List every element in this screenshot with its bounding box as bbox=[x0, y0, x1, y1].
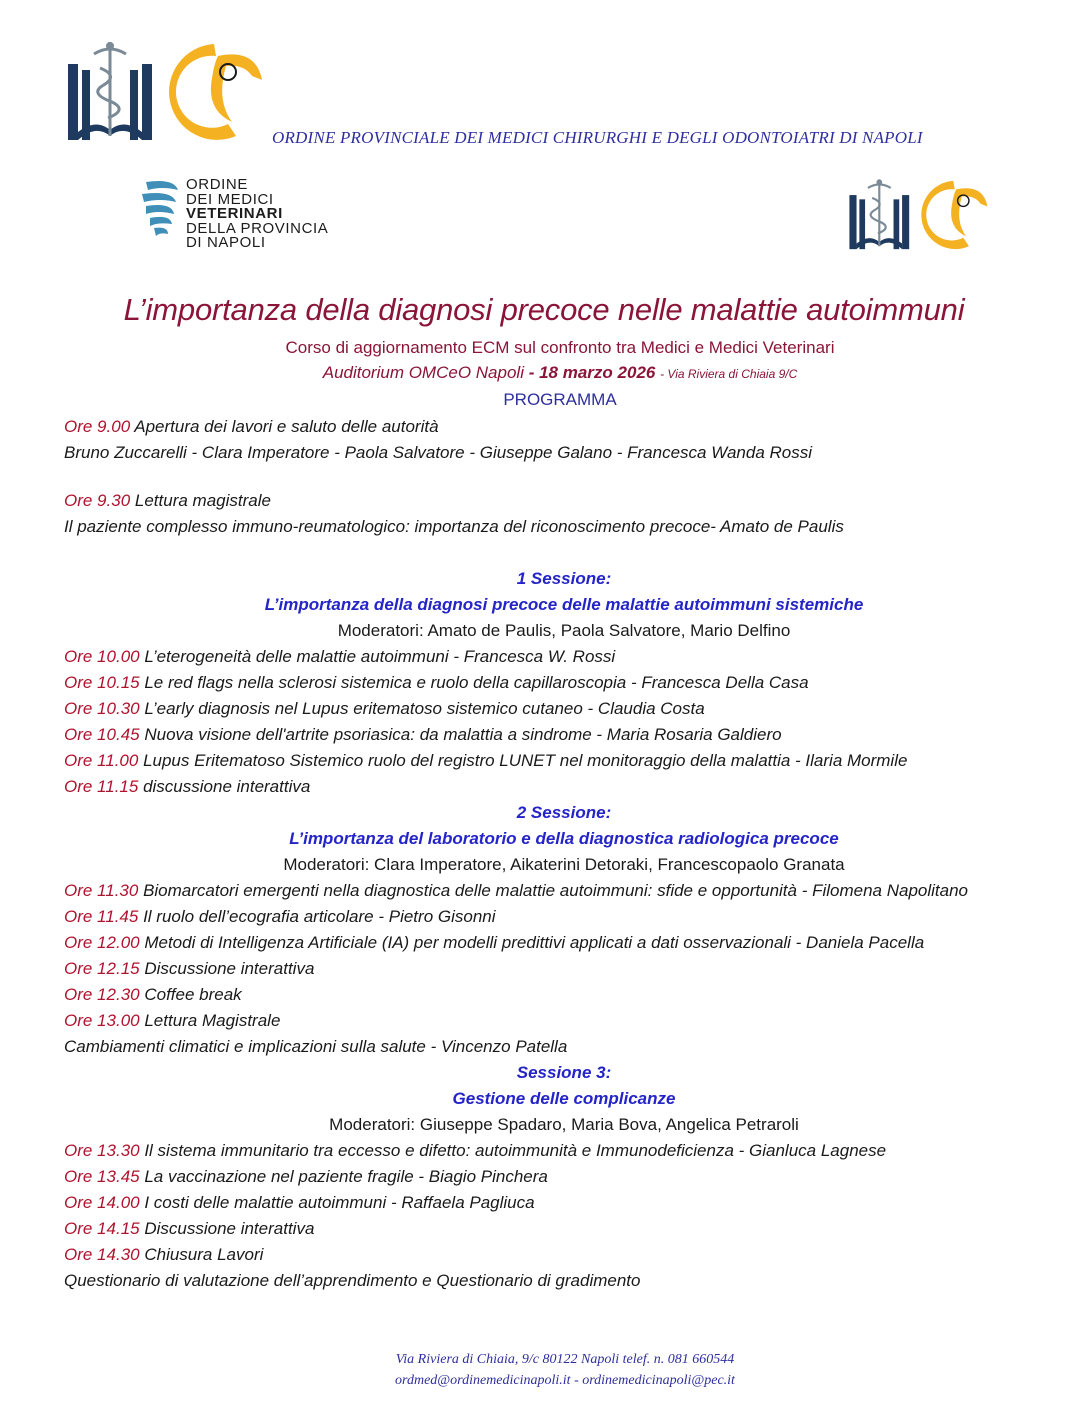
agenda-text: Il ruolo dell’ecografia articolare - Pietro Gisonni bbox=[138, 907, 496, 926]
agenda-time: Ore 14.15 bbox=[64, 1219, 140, 1238]
agenda-note bbox=[64, 1268, 1064, 1294]
spacer bbox=[64, 466, 1064, 488]
agenda-time: Ore 12.15 bbox=[64, 959, 140, 978]
agenda-time: Ore 10.15 bbox=[64, 673, 140, 692]
agenda-item bbox=[64, 930, 1064, 956]
agenda-time: Ore 14.00 bbox=[64, 1193, 140, 1212]
omceo-emblem-small-icon bbox=[848, 178, 1028, 252]
agenda-text: Questionario di valutazione dell’apprendimento e Questionario di gradimento bbox=[64, 1271, 641, 1290]
agenda-text: Lettura Magistrale bbox=[139, 1011, 281, 1030]
omceo-logo-small bbox=[848, 178, 1028, 252]
agenda-time: Ore 13.30 bbox=[64, 1141, 140, 1160]
agenda-time: Ore 11.30 bbox=[64, 881, 139, 900]
agenda-item bbox=[64, 696, 1064, 722]
agenda-item bbox=[64, 1164, 1064, 1190]
event-title: L’importanza della diagnosi precoce nelle malattie autoimmuni bbox=[123, 292, 965, 327]
footer-emails: ordmed@ordinemedicinapoli.it - ordinemedicinapoli@pec.it bbox=[395, 1373, 735, 1388]
agenda-item bbox=[64, 904, 1064, 930]
session3-title: Gestione delle complicanze bbox=[452, 1089, 676, 1108]
agenda-time: Ore 13.45 bbox=[64, 1167, 140, 1186]
agenda-time: Ore 12.00 bbox=[64, 933, 140, 952]
agenda-time: Ore 12.30 bbox=[64, 985, 140, 1004]
vet-logo-line: DEI MEDICI bbox=[186, 190, 274, 208]
agenda-text: Biomarcatori emergenti nella diagnostica delle malattie autoimmuni: sfide e opportunità - Filomena Napolitano bbox=[138, 881, 969, 900]
agenda-item bbox=[64, 878, 1064, 904]
agenda-text: Coffee break bbox=[139, 985, 242, 1004]
agenda-text: Lettura magistrale bbox=[130, 491, 271, 510]
agenda-text: Il paziente complesso immuno-reumatologico: importanza del riconoscimento precoce- Amato de Paulis bbox=[64, 517, 844, 536]
agenda-item bbox=[64, 1242, 1064, 1268]
agenda-text: Discussione interattiva bbox=[139, 959, 315, 978]
omceo-header-name: ORDINE PROVINCIALE DEI MEDICI CHIRURGHI E DEGLI ODONTOIATRI DI NAPOLI bbox=[272, 128, 923, 147]
agenda-speakers bbox=[64, 440, 1064, 466]
vet-logo-line: VETERINARI bbox=[186, 205, 283, 222]
agenda-time: Ore 10.30 bbox=[64, 699, 140, 718]
agenda-item bbox=[64, 956, 1064, 982]
agenda-speakers bbox=[64, 1034, 1064, 1060]
vet-emblem-icon bbox=[138, 178, 182, 240]
agenda-time: Ore 11.45 bbox=[64, 907, 139, 926]
agenda-text: Lupus Eritematoso Sistemico ruolo del registro LUNET nel monitoraggio della malattia - Ilaria Mormile bbox=[138, 751, 908, 770]
agenda-item bbox=[64, 488, 1064, 514]
session2-moderators: Moderatori: Clara Imperatore, Aikaterini Detoraki, Francescopaolo Granata bbox=[283, 855, 845, 874]
omceo-logo bbox=[66, 40, 276, 144]
agenda-text: Cambiamenti climatici e implicazioni sulla salute - Vincenzo Patella bbox=[64, 1037, 568, 1056]
vet-order-logo bbox=[138, 176, 368, 256]
agenda-speakers bbox=[64, 514, 1064, 540]
vet-logo-line: DELLA PROVINCIA bbox=[186, 219, 329, 237]
spacer bbox=[64, 540, 1064, 562]
session3-label: Sessione 3: bbox=[516, 1063, 612, 1082]
event-venue: Auditorium OMCeO Napoli bbox=[322, 363, 524, 382]
session3-moderators: Moderatori: Giuseppe Spadaro, Maria Bova, Angelica Petraroli bbox=[329, 1115, 799, 1134]
agenda-item bbox=[64, 722, 1064, 748]
agenda-item bbox=[64, 1190, 1064, 1216]
agenda-text: La vaccinazione nel paziente fragile - Biagio Pinchera bbox=[139, 1167, 548, 1186]
agenda-time: Ore 14.30 bbox=[64, 1245, 140, 1264]
agenda-text: Chiusura Lavori bbox=[139, 1245, 264, 1264]
agenda-item bbox=[64, 1008, 1064, 1034]
event-venue-line bbox=[0, 363, 1088, 383]
session1-title: L’importanza della diagnosi precoce delle malattie autoimmuni sistemiche bbox=[264, 595, 864, 614]
agenda-item bbox=[64, 982, 1064, 1008]
agenda-time: Ore 10.00 bbox=[64, 647, 140, 666]
agenda-text: discussione interattiva bbox=[138, 777, 311, 796]
agenda-time: Ore 11.00 bbox=[64, 751, 139, 770]
agenda-item bbox=[64, 414, 1064, 440]
agenda-time: Ore 9.00 bbox=[64, 417, 131, 436]
agenda-text: Le red flags nella sclerosi sistemica e ruolo della capillaroscopia - Francesca Della Casa bbox=[139, 673, 809, 692]
session2-title: L’importanza del laboratorio e della diagnostica radiologica precoce bbox=[289, 829, 839, 848]
agenda-item bbox=[64, 644, 1064, 670]
agenda-text: Nuova visione dell'artrite psoriasica: da malattia a sindrome - Maria Rosaria Galdiero bbox=[139, 725, 782, 744]
omceo-emblem-icon bbox=[66, 40, 276, 144]
footer-address: Via Riviera di Chiaia, 9/c 80122 Napoli telef. n. 081 660544 bbox=[395, 1352, 735, 1367]
agenda-text: Il sistema immunitario tra eccesso e difetto: autoimmunità e Immunodeficienza - Gianluca Lagnese bbox=[139, 1141, 887, 1160]
event-address: - Via Riviera di Chiaia 9/C bbox=[660, 367, 798, 381]
agenda-text: L’eterogeneità delle malattie autoimmuni - Francesca W. Rossi bbox=[139, 647, 616, 666]
agenda-time: Ore 10.45 bbox=[64, 725, 140, 744]
vet-logo-line: ORDINE bbox=[186, 176, 248, 193]
agenda-text: I costi delle malattie autoimmuni - Raffaela Pagliuca bbox=[139, 1193, 535, 1212]
vet-logo-text bbox=[186, 178, 328, 251]
event-date: - 18 marzo 2026 bbox=[528, 363, 656, 382]
agenda-item bbox=[64, 748, 1064, 774]
agenda-text: Bruno Zuccarelli - Clara Imperatore - Paola Salvatore - Giuseppe Galano - Francesca Wanda Rossi bbox=[64, 443, 813, 462]
agenda-item bbox=[64, 1138, 1064, 1164]
agenda-text: L’early diagnosis nel Lupus eritematoso sistemico cutaneo - Claudia Costa bbox=[139, 699, 705, 718]
vet-logo-line: DI NAPOLI bbox=[186, 234, 266, 251]
agenda-time: Ore 11.15 bbox=[64, 777, 139, 796]
program-content bbox=[64, 414, 1064, 1294]
agenda-text: Apertura dei lavori e saluto delle autorità bbox=[130, 417, 439, 436]
agenda-text: Discussione interattiva bbox=[139, 1219, 315, 1238]
agenda-text: Metodi di Intelligenza Artificiale (IA) per modelli predittivi applicati a dati osservazionali - Daniela Pacella bbox=[139, 933, 925, 952]
agenda-time: Ore 13.00 bbox=[64, 1011, 140, 1030]
session1-label: 1 Sessione: bbox=[516, 569, 612, 588]
event-subtitle: Corso di aggiornamento ECM sul confronto tra Medici e Medici Veterinari bbox=[285, 338, 835, 357]
session2-label: 2 Sessione: bbox=[516, 803, 612, 822]
session1-moderators: Moderatori: Amato de Paulis, Paola Salvatore, Mario Delfino bbox=[337, 621, 791, 640]
agenda-item bbox=[64, 1216, 1064, 1242]
program-heading: PROGRAMMA bbox=[503, 390, 617, 409]
agenda-time: Ore 9.30 bbox=[64, 491, 131, 510]
agenda-item bbox=[64, 670, 1064, 696]
agenda-item bbox=[64, 774, 1064, 800]
